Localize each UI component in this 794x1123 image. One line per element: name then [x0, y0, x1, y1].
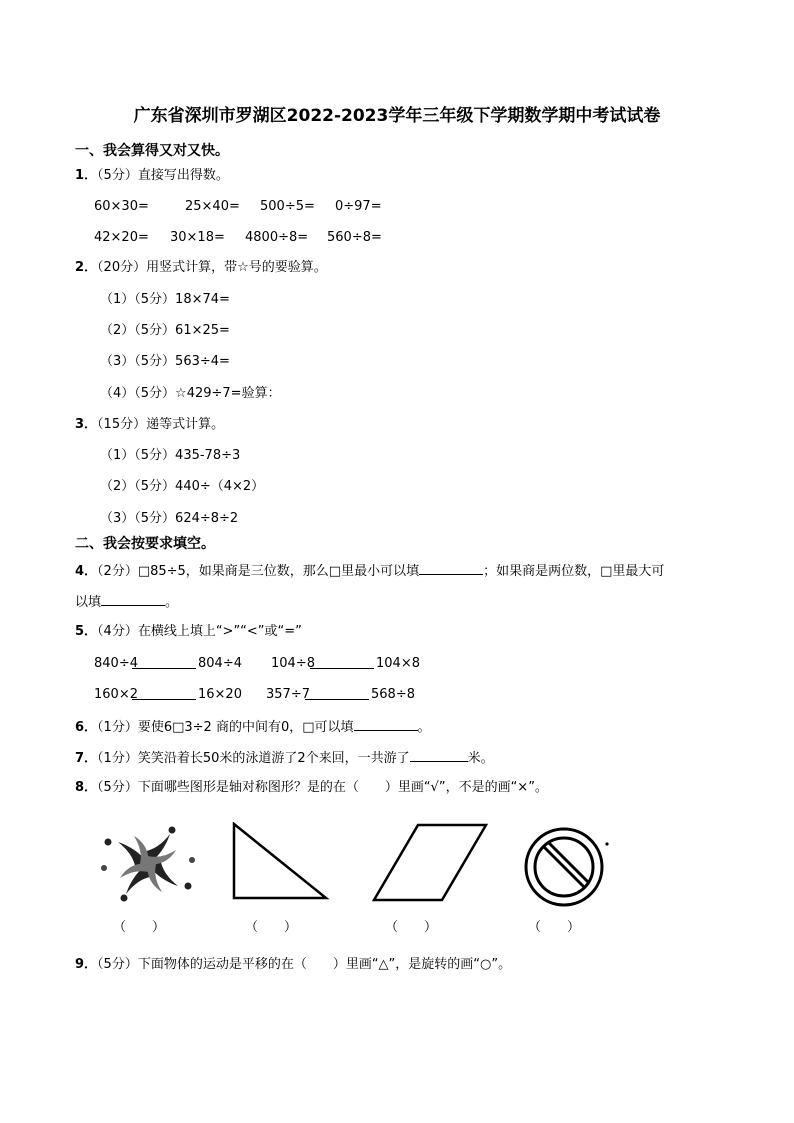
question-number: 8．	[75, 780, 98, 795]
question-text: （2分）□85÷5，如果商是三位数，那么□里最小可以填	[97, 564, 420, 579]
question-text: （5分）下面物体的运动是平移的在（ ）里画“△”，是旋转的画“○”。	[97, 957, 512, 972]
question-text: 米。	[467, 751, 494, 766]
answer-blank[interactable]	[410, 749, 468, 762]
calc-item: 25×40=	[185, 199, 240, 214]
answer-blank[interactable]	[354, 718, 418, 731]
question-text: ；如果商是两位数，□里最大可	[483, 564, 665, 579]
question-4-cont	[75, 593, 178, 611]
right-triangle-figure	[228, 822, 330, 902]
answer-blank[interactable]	[132, 687, 196, 700]
question-number: 7．	[75, 751, 98, 766]
calc-item: 0÷97=	[335, 199, 382, 214]
question-text: （1分）要使6□3÷2 商的中间有0，□可以填	[97, 720, 354, 735]
answer-parentheses[interactable]: （ ）	[385, 920, 438, 935]
section-heading-1: 一、我会算得又对又快。	[75, 143, 229, 159]
no-sign-figure	[518, 822, 614, 908]
section-heading-2: 二、我会按要求填空。	[75, 536, 215, 552]
question-text: 。	[417, 720, 431, 735]
question-text: （5分）直接写出得数。	[97, 168, 229, 183]
pinwheel-figure	[100, 826, 196, 902]
question-text: （1分）笑笑沿着长50米的泳道游了2个来回，一共游了	[97, 751, 410, 766]
q2-item-1: （1）（5分）18×74=	[100, 292, 230, 307]
question-number: 2．	[75, 260, 98, 275]
answer-parentheses[interactable]: （ ）	[245, 920, 298, 935]
question-number: 1．	[75, 168, 98, 183]
parallelogram-figure	[370, 822, 490, 904]
question-text: 以填	[75, 595, 102, 610]
q3-item-3: （3）（5分）624÷8÷2	[100, 511, 239, 526]
compare-right: 568÷8	[371, 687, 415, 702]
calc-item: 500÷5=	[260, 199, 315, 214]
q2-item-3: （3）（5分）563÷4=	[100, 354, 230, 369]
calc-item: 560÷8=	[327, 230, 382, 245]
calc-item: 42×20=	[94, 230, 149, 245]
question-5	[75, 624, 302, 640]
answer-parentheses[interactable]: （ ）	[528, 920, 581, 935]
question-4	[75, 562, 664, 580]
question-number: 5．	[75, 624, 98, 639]
question-text: 。	[165, 595, 179, 610]
compare-left: 357÷7	[266, 687, 310, 702]
q3-item-2: （2）（5分）440÷（4×2）	[100, 479, 265, 494]
question-number: 9．	[75, 957, 98, 972]
question-7	[75, 749, 494, 767]
question-3	[75, 417, 224, 433]
answer-parentheses[interactable]: （ ）	[113, 920, 166, 935]
question-9	[75, 957, 511, 973]
question-text: （4分）在横线上填上“>”“<”或“=”	[97, 624, 302, 639]
compare-right: 104×8	[376, 656, 420, 671]
question-2	[75, 260, 327, 276]
q2-item-2: （2）（5分）61×25=	[100, 323, 230, 338]
question-text: （20分）用竖式计算，带☆号的要验算。	[97, 260, 327, 275]
calc-item: 4800÷8=	[245, 230, 309, 245]
compare-right: 804÷4	[198, 656, 242, 671]
compare-left: 160×2	[94, 687, 138, 702]
compare-right: 16×20	[198, 687, 242, 702]
page-title: 广东省深圳市罗湖区2022-2023学年三年级下学期数学期中考试试卷	[133, 106, 661, 126]
calc-item: 30×18=	[170, 230, 225, 245]
answer-blank[interactable]	[132, 656, 196, 669]
q2-item-4: （4）（5分）☆429÷7=验算：	[100, 386, 281, 401]
calc-item: 60×30=	[94, 199, 149, 214]
question-number: 3．	[75, 417, 98, 432]
question-number: 6．	[75, 720, 98, 735]
answer-blank[interactable]	[101, 593, 165, 606]
answer-blank[interactable]	[310, 656, 374, 669]
question-8	[75, 780, 548, 796]
compare-left: 104÷8	[271, 656, 315, 671]
q3-item-1: （1）（5分）435-78÷3	[100, 448, 241, 463]
answer-blank[interactable]	[305, 687, 369, 700]
question-6	[75, 718, 431, 736]
question-number: 4．	[75, 564, 98, 579]
question-1	[75, 168, 229, 184]
question-text: （5分）下面哪些图形是轴对称图形？是的在（ ）里画“√”，不是的画“×”。	[97, 780, 548, 795]
question-text: （15分）递等式计算。	[97, 417, 225, 432]
compare-left: 840÷4	[94, 656, 138, 671]
answer-blank[interactable]	[419, 562, 483, 575]
